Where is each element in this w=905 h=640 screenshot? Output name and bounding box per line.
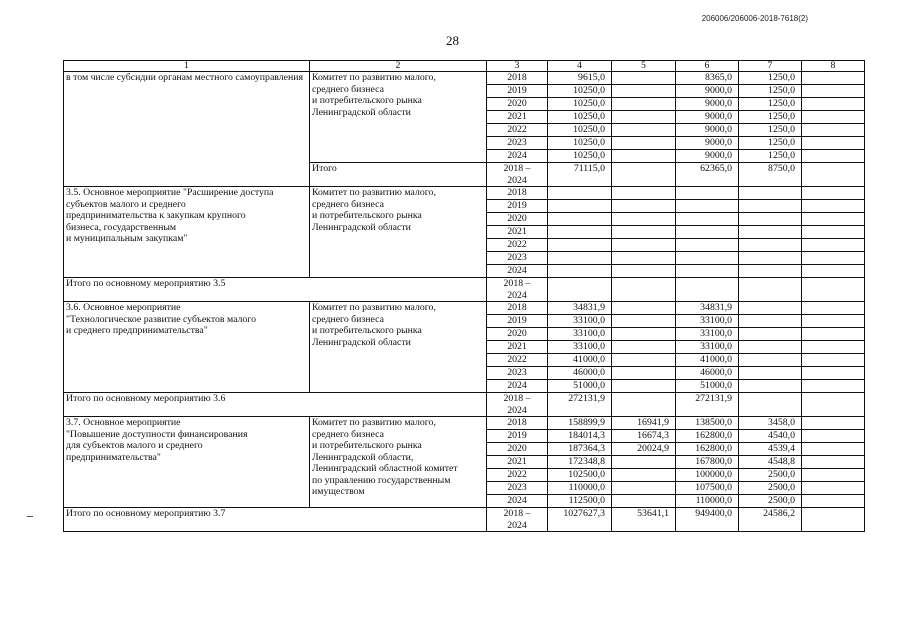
value-cell-c5 [612,252,676,265]
value-cell-c6: 138500,0 [676,417,739,430]
total-value-c6: 272131,9 [676,393,739,417]
executor-cell: Комитет по развитию малого, среднего бизнеса и потребительского рынка Ленинградской области [310,187,487,278]
value-cell-c5 [612,315,676,328]
activity-title: 3.7. Основное мероприятие "Повышение доступности финансирования для субъектов малого и среднего предпринимательства" [64,417,310,508]
value-cell-c5 [612,111,676,124]
total-value-c8 [802,508,865,532]
value-cell-c8 [802,200,865,213]
total-value-c6: 62365,0 [676,163,739,187]
value-cell-c8 [802,98,865,111]
value-cell-c5 [612,200,676,213]
year-cell: 2018 – 2024 [487,278,548,302]
year-cell: 2019 [487,200,548,213]
value-cell-c6: 9000,0 [676,98,739,111]
value-cell-c8 [802,315,865,328]
value-cell-c6: 162800,0 [676,443,739,456]
value-cell-c4: 33100,0 [548,341,612,354]
value-cell-c7: 4548,8 [739,456,802,469]
total-value-c7: 24586,2 [739,508,802,532]
value-cell-c5 [612,265,676,278]
margin-mark [27,516,33,517]
value-cell-c6: 33100,0 [676,341,739,354]
activity-title: 3.5. Основное мероприятие "Расширение доступа субъектов малого и среднего предпринимательства к закупкам крупного бизнеса, государственным и муниципальным закупкам" [64,187,310,278]
value-cell-c7: 2500,0 [739,469,802,482]
value-cell-c4: 34831,9 [548,302,612,315]
value-cell-c7: 1250,0 [739,111,802,124]
column-header: 4 [548,61,612,72]
year-cell: 2018 [487,302,548,315]
total-label: Итого по основному мероприятию 3.5 [64,278,487,302]
value-cell-c6: 34831,9 [676,302,739,315]
value-cell-c4 [548,200,612,213]
executor-cell: Комитет по развитию малого, среднего бизнеса и потребительского рынка Ленинградской области [310,302,487,393]
column-header-row [64,61,865,72]
value-cell-c4: 41000,0 [548,354,612,367]
column-header: 1 [64,61,310,72]
value-cell-c5 [612,469,676,482]
year-cell: 2022 [487,469,548,482]
year-cell: 2021 [487,341,548,354]
value-cell-c6: 110000,0 [676,495,739,508]
year-cell: 2021 [487,456,548,469]
value-cell-c8 [802,495,865,508]
value-cell-c8 [802,341,865,354]
value-cell-c4: 110000,0 [548,482,612,495]
total-value-c7: 8750,0 [739,163,802,187]
value-cell-c7 [739,367,802,380]
activity-title: в том числе субсидии органам местного самоуправления [64,72,310,187]
value-cell-c7: 4539,4 [739,443,802,456]
value-cell-c5: 20024,9 [612,443,676,456]
value-cell-c4: 187364,3 [548,443,612,456]
value-cell-c6: 9000,0 [676,85,739,98]
value-cell-c8 [802,367,865,380]
value-cell-c7 [739,315,802,328]
value-cell-c5 [612,456,676,469]
value-cell-c8 [802,380,865,393]
year-cell: 2020 [487,443,548,456]
value-cell-c5 [612,98,676,111]
value-cell-c4 [548,252,612,265]
value-cell-c7 [739,239,802,252]
total-value-c8 [802,278,865,302]
executor-cell: Комитет по развитию малого, среднего бизнеса и потребительского рынка Ленинградской области [310,72,487,163]
value-cell-c4: 184014,3 [548,430,612,443]
value-cell-c5 [612,482,676,495]
document-id: 206006/206006-2018-7618(2) [701,14,808,23]
value-cell-c4: 51000,0 [548,380,612,393]
column-header: 6 [676,61,739,72]
total-value-c5 [612,163,676,187]
column-header: 8 [802,61,865,72]
year-cell: 2023 [487,367,548,380]
total-value-c4: 272131,9 [548,393,612,417]
value-cell-c6 [676,200,739,213]
value-cell-c8 [802,443,865,456]
value-cell-c5 [612,150,676,163]
value-cell-c4: 10250,0 [548,98,612,111]
value-cell-c4 [548,226,612,239]
year-cell: 2018 [487,187,548,200]
value-cell-c6: 51000,0 [676,380,739,393]
value-cell-c5 [612,226,676,239]
year-cell: 2020 [487,328,548,341]
value-cell-c4: 10250,0 [548,85,612,98]
value-cell-c7: 2500,0 [739,482,802,495]
year-cell: 2022 [487,239,548,252]
value-cell-c4: 10250,0 [548,124,612,137]
value-cell-c8 [802,124,865,137]
year-cell: 2023 [487,252,548,265]
value-cell-c4 [548,239,612,252]
total-row [64,508,865,532]
year-cell: 2018 – 2024 [487,508,548,532]
year-cell: 2018 – 2024 [487,393,548,417]
value-cell-c8 [802,239,865,252]
value-cell-c7 [739,213,802,226]
value-cell-c6: 9000,0 [676,124,739,137]
year-cell: 2024 [487,265,548,278]
year-cell: 2022 [487,354,548,367]
value-cell-c4 [548,265,612,278]
value-cell-c6 [676,213,739,226]
value-cell-c8 [802,150,865,163]
year-cell: 2020 [487,213,548,226]
value-cell-c7 [739,187,802,200]
value-cell-c7 [739,265,802,278]
value-cell-c8 [802,252,865,265]
value-cell-c7 [739,226,802,239]
value-cell-c8 [802,482,865,495]
value-cell-c5 [612,495,676,508]
year-cell: 2019 [487,85,548,98]
total-value-c6 [676,278,739,302]
value-cell-c6: 9000,0 [676,150,739,163]
total-value-c4: 71115,0 [548,163,612,187]
column-header: 3 [487,61,548,72]
value-cell-c8 [802,111,865,124]
year-cell: 2019 [487,315,548,328]
value-cell-c7: 1250,0 [739,98,802,111]
year-cell: 2023 [487,482,548,495]
value-cell-c5 [612,380,676,393]
value-cell-c4: 10250,0 [548,111,612,124]
value-cell-c5 [612,341,676,354]
value-cell-c7: 4540,0 [739,430,802,443]
value-cell-c6: 41000,0 [676,354,739,367]
value-cell-c6: 46000,0 [676,367,739,380]
value-cell-c8 [802,302,865,315]
value-cell-c8 [802,137,865,150]
value-cell-c6: 8365,0 [676,72,739,85]
value-cell-c4: 102500,0 [548,469,612,482]
column-header: 2 [310,61,487,72]
value-cell-c6: 9000,0 [676,137,739,150]
value-cell-c7 [739,302,802,315]
value-cell-c5: 16674,3 [612,430,676,443]
value-cell-c8 [802,265,865,278]
column-header: 7 [739,61,802,72]
value-cell-c6 [676,239,739,252]
value-cell-c7: 1250,0 [739,137,802,150]
value-cell-c5 [612,187,676,200]
year-cell: 2021 [487,226,548,239]
value-cell-c6: 9000,0 [676,111,739,124]
value-cell-c4: 33100,0 [548,328,612,341]
value-cell-c5 [612,72,676,85]
value-cell-c5: 16941,9 [612,417,676,430]
year-cell: 2018 [487,417,548,430]
value-cell-c7 [739,354,802,367]
year-cell: 2018 – 2024 [487,163,548,187]
page-number: 28 [446,33,459,48]
value-cell-c6: 100000,0 [676,469,739,482]
value-cell-c8 [802,213,865,226]
year-cell: 2022 [487,124,548,137]
value-cell-c4: 33100,0 [548,315,612,328]
value-cell-c6 [676,226,739,239]
table-row [64,302,865,315]
year-cell: 2024 [487,380,548,393]
value-cell-c5 [612,213,676,226]
value-cell-c4: 172348,8 [548,456,612,469]
value-cell-c6 [676,187,739,200]
table-row [64,417,865,430]
value-cell-c4: 10250,0 [548,137,612,150]
budget-table [63,60,865,532]
total-value-c6: 949400,0 [676,508,739,532]
total-row [64,278,865,302]
total-row [64,393,865,417]
value-cell-c4 [548,213,612,226]
value-cell-c6: 33100,0 [676,328,739,341]
total-label: Итого по основному мероприятию 3.7 [64,508,487,532]
total-value-c5 [612,278,676,302]
value-cell-c5 [612,124,676,137]
value-cell-c5 [612,328,676,341]
total-value-c4 [548,278,612,302]
value-cell-c4: 158899,9 [548,417,612,430]
total-value-c5 [612,393,676,417]
activity-title: 3.6. Основное мероприятие "Технологическое развитие субъектов малого и среднего предпринимательства" [64,302,310,393]
total-value-c7 [739,278,802,302]
value-cell-c5 [612,354,676,367]
value-cell-c7: 1250,0 [739,72,802,85]
value-cell-c8 [802,72,865,85]
total-value-c8 [802,393,865,417]
year-cell: 2021 [487,111,548,124]
value-cell-c7: 2500,0 [739,495,802,508]
year-cell: 2020 [487,98,548,111]
total-value-c5: 53641,1 [612,508,676,532]
total-value-c8 [802,163,865,187]
value-cell-c6: 162800,0 [676,430,739,443]
value-cell-c7: 1250,0 [739,85,802,98]
value-cell-c4: 112500,0 [548,495,612,508]
year-cell: 2024 [487,495,548,508]
value-cell-c5 [612,302,676,315]
value-cell-c6: 107500,0 [676,482,739,495]
value-cell-c7 [739,252,802,265]
year-cell: 2018 [487,72,548,85]
value-cell-c4: 10250,0 [548,150,612,163]
value-cell-c4 [548,187,612,200]
total-label: Итого [310,163,487,187]
value-cell-c7: 1250,0 [739,124,802,137]
value-cell-c5 [612,239,676,252]
value-cell-c8 [802,85,865,98]
value-cell-c8 [802,469,865,482]
table-row [64,187,865,200]
value-cell-c8 [802,226,865,239]
value-cell-c8 [802,430,865,443]
value-cell-c7 [739,200,802,213]
value-cell-c7 [739,328,802,341]
value-cell-c8 [802,187,865,200]
value-cell-c6 [676,265,739,278]
value-cell-c5 [612,85,676,98]
value-cell-c4: 46000,0 [548,367,612,380]
value-cell-c8 [802,456,865,469]
value-cell-c6: 167800,0 [676,456,739,469]
value-cell-c7 [739,380,802,393]
value-cell-c7: 3458,0 [739,417,802,430]
executor-cell: Комитет по развитию малого, среднего бизнеса и потребительского рынка Ленинградской области, Ленинградский областной комитет по управлению государственным имуществом [310,417,487,508]
table-row [64,72,865,85]
column-header: 5 [612,61,676,72]
year-cell: 2019 [487,430,548,443]
value-cell-c8 [802,328,865,341]
value-cell-c6 [676,252,739,265]
total-value-c7 [739,393,802,417]
value-cell-c5 [612,367,676,380]
value-cell-c5 [612,137,676,150]
value-cell-c6: 33100,0 [676,315,739,328]
value-cell-c4: 9615,0 [548,72,612,85]
year-cell: 2024 [487,150,548,163]
value-cell-c7 [739,341,802,354]
total-value-c4: 1027627,3 [548,508,612,532]
year-cell: 2023 [487,137,548,150]
total-label: Итого по основному мероприятию 3.6 [64,393,487,417]
value-cell-c8 [802,417,865,430]
value-cell-c8 [802,354,865,367]
value-cell-c7: 1250,0 [739,150,802,163]
